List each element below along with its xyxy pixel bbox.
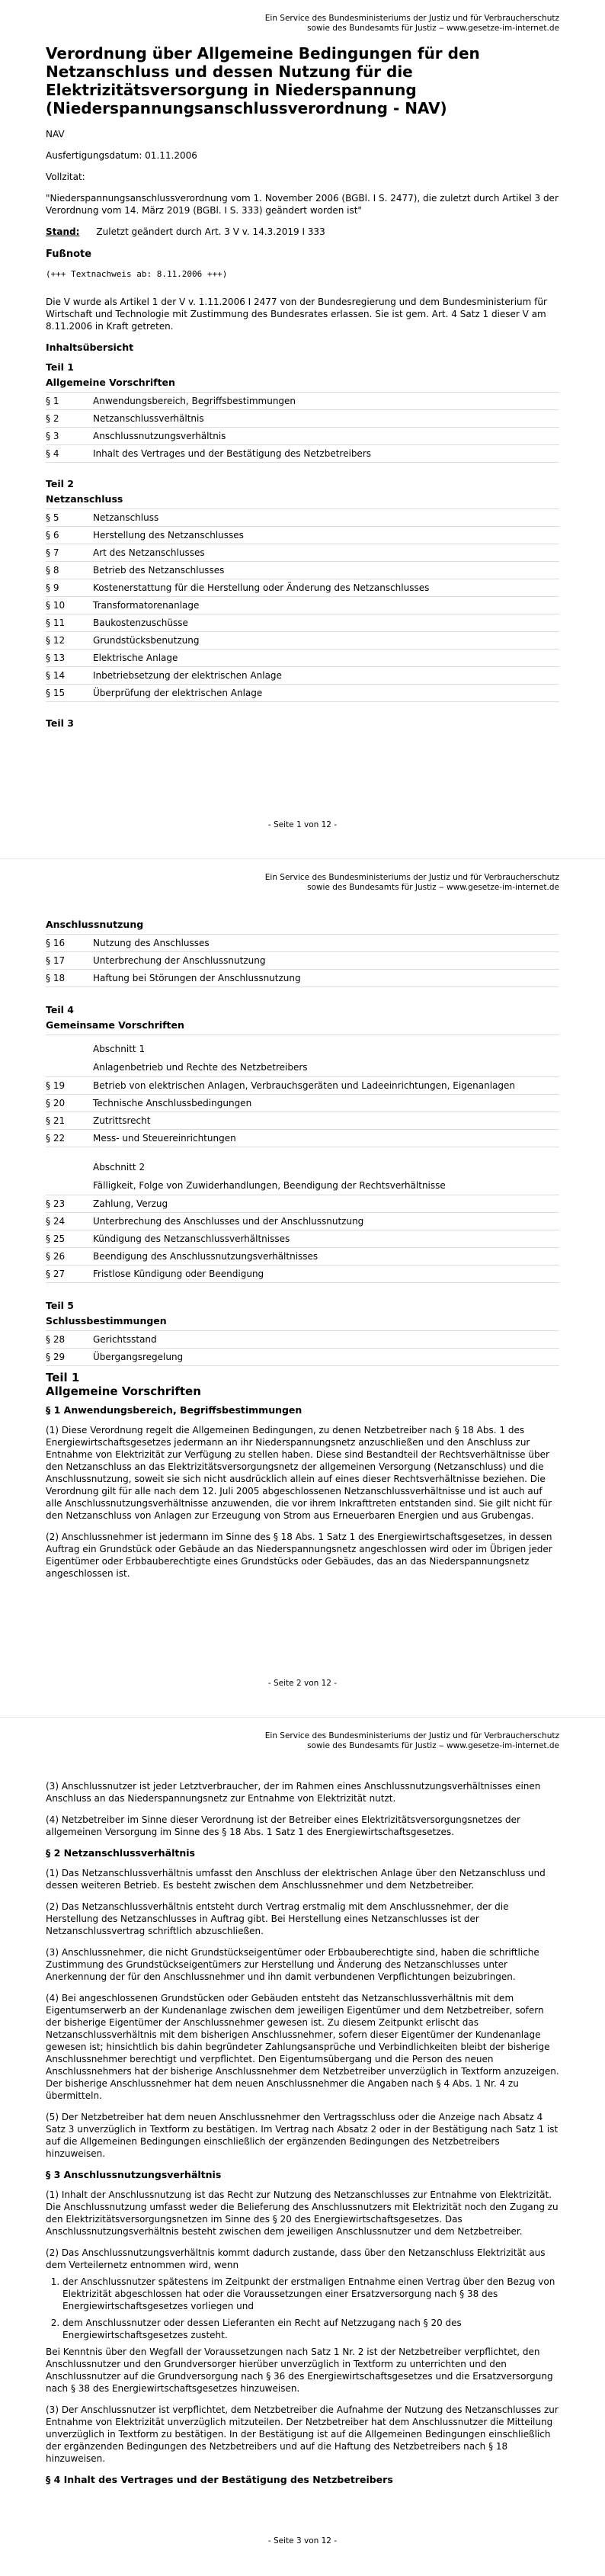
stand-row bbox=[46, 226, 559, 238]
toc-teil-2-title: Netzanschluss bbox=[46, 493, 123, 505]
section-2-heading: § 2 Netzanschlussverhältnis bbox=[46, 1847, 195, 1859]
toc-item-text: Kündigung des Netzanschlussverhältnisses bbox=[93, 1233, 290, 1244]
toc-item-number: § 26 bbox=[46, 1251, 66, 1262]
section-1-paragraph-2: (2) Anschlussnehmer ist jedermann im Sinne des § 18 Abs. 1 Satz 1 des Energiewirtschaftsgesetzes, in dessen Auftrag ein Grundstück oder Gebäude an das Niederspannungsnetz angeschlossen wird oder im Übrigen jeder Eigentümer oder Erbbauberechtigte eines Grundstücks oder Gebäudes, das an das Niederspannungsnetz angeschlossen ist. bbox=[46, 1532, 552, 1579]
toc-item[interactable] bbox=[46, 1129, 559, 1147]
toc-item-number: § 6 bbox=[46, 530, 59, 541]
toc-item-number: § 23 bbox=[46, 1198, 66, 1209]
header-line-1: Ein Service des Bundesministeriums der Justiz und für Verbraucherschutz bbox=[264, 873, 559, 882]
toc-item-text: Zahlung, Verzug bbox=[93, 1198, 168, 1209]
toc-item-number: § 14 bbox=[46, 670, 66, 681]
toc-abschnitt-2 bbox=[46, 1147, 559, 1195]
toc-item-text: Elektrische Anlage bbox=[93, 653, 178, 663]
toc-teil-5-list bbox=[46, 1330, 559, 1366]
toc-item-text: Betrieb des Netzanschlusses bbox=[93, 565, 225, 576]
toc-item[interactable] bbox=[46, 649, 559, 666]
toc-item[interactable] bbox=[46, 508, 559, 526]
page-header bbox=[265, 1731, 559, 1751]
header-line-1: Ein Service des Bundesministeriums der Justiz und für Verbraucherschutz bbox=[264, 1731, 559, 1740]
toc-teil-1-title: Allgemeine Vorschriften bbox=[46, 377, 175, 388]
section-1-paragraph-4: (4) Netzbetreiber im Sinne dieser Verordnung ist der Betreiber eines Elektrizitätsversorgungsnetzes der allgemeinen Versorgung im Sinne des § 18 Abs. 1 Satz 1 des Energiewirtschaftsgesetzes. bbox=[46, 1814, 520, 1837]
toc-teil-1-list bbox=[46, 392, 559, 463]
toc-item[interactable] bbox=[46, 1230, 559, 1247]
stand-text: Zuletzt geändert durch Art. 3 V v. 14.3.2019 I 333 bbox=[96, 226, 325, 237]
toc-item[interactable] bbox=[46, 427, 559, 444]
toc-teil-1-label: Teil 1 bbox=[46, 361, 74, 373]
toc-item[interactable] bbox=[46, 969, 559, 987]
toc-item-number: § 29 bbox=[46, 1352, 66, 1362]
toc-item-number: § 10 bbox=[46, 600, 66, 611]
toc-teil-4-label: Teil 4 bbox=[46, 1004, 74, 1015]
toc-item-text: Mess- und Steuereinrichtungen bbox=[93, 1133, 236, 1144]
toc-item[interactable] bbox=[46, 951, 559, 969]
toc-item-text: Unterbrechung der Anschlussnutzung bbox=[93, 955, 266, 966]
toc-teil-5-title: Schlussbestimmungen bbox=[46, 1315, 167, 1326]
page-header bbox=[265, 14, 559, 34]
toc-item-text: Gerichtsstand bbox=[93, 1334, 157, 1345]
toc-title: Inhaltsübersicht bbox=[46, 342, 134, 353]
toc-teil-4-list bbox=[46, 1035, 559, 1283]
toc-item-number: § 12 bbox=[46, 635, 66, 646]
page-footer: - Seite 3 von 12 - bbox=[267, 2536, 338, 2546]
toc-item-number: § 17 bbox=[46, 955, 66, 966]
toc-item-number: § 20 bbox=[46, 1098, 66, 1108]
header-line-2: sowie des Bundesamts für Justiz ‒ www.gesetze-im-internet.de bbox=[307, 24, 559, 33]
toc-teil-2-list bbox=[46, 508, 559, 702]
toc-item[interactable] bbox=[46, 444, 559, 463]
page-2 bbox=[0, 858, 605, 1717]
toc-item-text: Grundstücksbenutzung bbox=[93, 635, 200, 646]
section-3-paragraph-2: (2) Das Anschlussnutzungsverhältnis kommt dadurch zustande, dass über den Netzanschluss Elektrizität aus dem Verteilernetz entnommen wird, wenn bbox=[46, 2247, 546, 2270]
toc-item[interactable] bbox=[46, 579, 559, 596]
toc-item-text: Inhalt des Vertrages und der Bestätigung des Netzbetreibers bbox=[93, 448, 371, 459]
toc-item-number: § 27 bbox=[46, 1269, 66, 1279]
toc-item[interactable] bbox=[46, 614, 559, 631]
toc-item-number: § 11 bbox=[46, 618, 66, 628]
toc-item-text: Art des Netzanschlusses bbox=[93, 547, 205, 558]
toc-item-text: Inbetriebsetzung der elektrischen Anlage bbox=[93, 670, 282, 681]
section-3-paragraph-1: (1) Inhalt der Anschlussnutzung ist das Recht zur Nutzung des Netzanschlusses zur Entnahme von Elektrizität. Die Anschlussnutzung umfasst weder die Belieferung des Anschlussnutzers mit Elektrizität noch den Zugang zu den Elektrizitätsversorgungsnetzen im Sinne des § 20 des Energiewirtschaftsgesetzes. Das Anschlussnutzungsverhältnis besteht zwischen dem jeweiligen Anschlussnutzer und dem Netzbetreiber. bbox=[46, 2189, 559, 2237]
toc-item-text: Unterbrechung des Anschlusses und der Anschlussnutzung bbox=[93, 1216, 364, 1227]
toc-teil-3-label: Teil 3 bbox=[46, 717, 74, 729]
toc-item-text: Zutrittsrecht bbox=[93, 1115, 151, 1126]
toc-item-number: § 19 bbox=[46, 1080, 66, 1091]
toc-item[interactable] bbox=[46, 631, 559, 649]
toc-teil-3-title: Anschlussnutzung bbox=[46, 919, 144, 930]
header-line-2: sowie des Bundesamts für Justiz ‒ www.gesetze-im-internet.de bbox=[307, 1741, 559, 1750]
toc-item-text: Netzanschluss bbox=[93, 512, 159, 523]
toc-item-text: Betrieb von elektrischen Anlagen, Verbrauchsgeräten und Ladeeinrichtungen, Eigenanlagen bbox=[93, 1080, 516, 1091]
page-2-content bbox=[46, 919, 559, 1589]
toc-item-text: Kostenerstattung für die Herstellung oder Änderung des Netzanschlusses bbox=[93, 582, 430, 593]
toc-item-number: § 22 bbox=[46, 1133, 66, 1144]
toc-item[interactable] bbox=[46, 1076, 559, 1094]
toc-item-text: Haftung bei Störungen der Anschlussnutzung bbox=[93, 973, 301, 983]
toc-item[interactable] bbox=[46, 1212, 559, 1230]
toc-item-number: § 1 bbox=[46, 396, 59, 406]
toc-item[interactable] bbox=[46, 544, 559, 561]
toc-item-number: § 9 bbox=[46, 582, 59, 593]
toc-item[interactable] bbox=[46, 1265, 559, 1283]
toc-item[interactable] bbox=[46, 684, 559, 702]
page-footer: - Seite 2 von 12 - bbox=[267, 1679, 338, 1688]
section-3-paragraph-3: (3) Der Anschlussnutzer ist verpflichtet, dem Netzbetreiber die Aufnahme der Nutzung des Netzanschlusses zur Entnahme von Elektrizität unverzüglich mitzuteilen. Der Netzbetreiber hat dem Anschlussnutzer die Mitteilung unverzüglich in Textform zu bestätigen. In der Bestätigung ist auf die Allgemeinen Bedingungen einschließlich der ergänzenden Bedingungen des Netzbetreibers und auf die Haftung des Netzbetreibers nach § 18 hinzuweisen. bbox=[46, 2404, 559, 2464]
toc-item[interactable] bbox=[46, 1195, 559, 1212]
toc-item-number: § 25 bbox=[46, 1233, 66, 1244]
fussnote-heading: Fußnote bbox=[46, 249, 92, 260]
toc-item-text: Nutzung des Anschlusses bbox=[93, 938, 210, 948]
vollzitat-label: Vollzitat: bbox=[46, 172, 85, 182]
toc-item-number: § 16 bbox=[46, 938, 66, 948]
toc-item-text: Übergangsregelung bbox=[93, 1352, 184, 1362]
toc-item[interactable] bbox=[46, 392, 559, 409]
toc-item[interactable] bbox=[46, 1094, 559, 1112]
toc-item[interactable] bbox=[46, 1348, 559, 1366]
toc-item-number: § 7 bbox=[46, 547, 59, 558]
toc-item-text: Herstellung des Netzanschlusses bbox=[93, 530, 244, 541]
intro-paragraph: Die V wurde als Artikel 1 der V v. 1.11.2006 I 2477 von der Bundesregierung und dem Bundesministerium für Wirtschaft und Technologie mit Zustimmung des Bundesrates erlassen. Sie ist gem. Art. 4 Satz 1 dieser V am 8.11.2006 in Kraft getreten. bbox=[46, 297, 547, 332]
toc-item-number: § 8 bbox=[46, 565, 59, 576]
stand-label: Stand: bbox=[46, 226, 80, 237]
toc-item-text: Transformatorenanlage bbox=[93, 600, 200, 611]
toc-item-text: Netzanschlussverhältnis bbox=[93, 413, 204, 424]
section-2-paragraph-2: (2) Das Netzanschlussverhältnis entsteht durch Vertrag erstmalig mit dem Anschlussnehmer, der die Herstellung des Netzanschlusses in Auftrag gibt. Bei Herstellung eines Netzanschlusses ist der Netzanschlussvertrag schriftlich abzuschließen. bbox=[46, 1901, 509, 1936]
toc-item[interactable] bbox=[46, 1112, 559, 1129]
toc-item-text: Baukostenzuschüsse bbox=[93, 618, 188, 628]
toc-item[interactable] bbox=[46, 526, 559, 544]
abschnitt-title: Anlagenbetrieb und Rechte des Netzbetreibers bbox=[93, 1062, 308, 1073]
header-line-1: Ein Service des Bundesministeriums der Justiz und für Verbraucherschutz bbox=[264, 14, 559, 23]
toc-item-number: § 2 bbox=[46, 413, 59, 424]
section-2-paragraph-4: (4) Bei angeschlossenen Grundstücken oder Gebäuden entsteht das Netzanschlussverhältnis mit dem Eigentumserwerb an der Kundenanlage zwischen dem jeweiligen Eigentümer und dem Netzbetreiber, sofern der bisherige Eigentümer der Anschlussnehmer gewesen ist. Zu diesem Zeitpunkt erlischt das Netzanschlussverhältnis mit dem bisherigen Anschlussnehmer, sofern dieser Eigentümer der Kundenanlage gewesen ist; hinsichtlich bis dahin begründeter Zahlungsansprüche und Verbindlichkeiten bleibt der bisherige Anschlussnehmer berechtigt und verpflichtet. Den Eigentumsübergang und die Person des neuen Anschlussnehmers hat der bisherige Anschlussnehmer dem Netzbetreiber unverzüglich in Textform anzuzeigen. Der bisherige Anschlussnehmer hat dem neuen Anschlussnehmer die Angaben nach § 4 Abs. 1 Nr. 4 zu übermitteln. bbox=[46, 1993, 559, 2101]
toc-item[interactable] bbox=[46, 1247, 559, 1265]
page-3-content bbox=[46, 1780, 559, 2494]
abschnitt-title: Fälligkeit, Folge von Zuwiderhandlungen, Beendigung der Rechtsverhältnisse bbox=[93, 1180, 446, 1191]
toc-item-text: Anwendungsbereich, Begriffsbestimmungen bbox=[93, 396, 296, 406]
section-2-paragraph-3: (3) Anschlussnehmer, die nicht Grundstückseigentümer oder Erbbauberechtigte sind, haben die schriftliche Zustimmung des Grundstückseigentümers zur Herstellung und Änderung des Netzanschlusses unter Anerkennung der für den Anschlussnehmer und ihn damit verbundenen Verpflichtungen beizubringen. bbox=[46, 1947, 539, 1982]
toc-item[interactable] bbox=[46, 561, 559, 579]
toc-item-text: Überprüfung der elektrischen Anlage bbox=[93, 688, 263, 698]
toc-item-number: § 15 bbox=[46, 688, 66, 698]
toc-teil-5-label: Teil 5 bbox=[46, 1300, 74, 1311]
toc-teil-2-label: Teil 2 bbox=[46, 478, 74, 489]
section-1-paragraph-3: (3) Anschlussnutzer ist jeder Letztverbraucher, der im Rahmen eines Anschlussnutzungsverhältnisses einen Anschluss an das Niederspannungsnetz zur Entnahme von Elektrizität nutzt. bbox=[46, 1781, 541, 1804]
toc-abschnitt-1 bbox=[46, 1035, 559, 1076]
toc-item-number: § 18 bbox=[46, 973, 66, 983]
toc-teil-4-title: Gemeinsame Vorschriften bbox=[46, 1019, 184, 1031]
toc-item-text: Fristlose Kündigung oder Beendigung bbox=[93, 1269, 264, 1279]
ausfertigungsdatum: Ausfertigungsdatum: 01.11.2006 bbox=[46, 150, 197, 161]
toc-item-number: § 24 bbox=[46, 1216, 66, 1227]
toc-item-number: § 28 bbox=[46, 1334, 66, 1345]
toc-item-number: § 5 bbox=[46, 512, 59, 523]
abbreviation: NAV bbox=[46, 129, 65, 140]
section-1-heading: § 1 Anwendungsbereich, Begriffsbestimmungen bbox=[46, 1404, 302, 1416]
toc-item[interactable] bbox=[46, 666, 559, 684]
section-1-paragraph-1: (1) Diese Verordnung regelt die Allgemeinen Bedingungen, zu denen Netzbetreiber nach § 18 Abs. 1 des Energiewirtschaftsgesetzes jedermann an ihr Niederspannungsnetz anzuschließen und den Anschluss zur Entnahme von Elektrizität zur Verfügung zu stellen haben. Diese sind Bestandteil der Rechtsverhältnisse über den Netzanschluss an das Elektrizitätsversorgungsnetz der allgemeinen Versorgung (Netzanschluss) und die Anschlussnutzung, soweit sie sich nicht ausdrücklich allein auf eines dieser Rechtsverhältnisse beziehen. Die Verordnung gilt für alle nach dem 12. Juli 2005 abgeschlossenen Netzanschlussverhältnisse und ist auch auf alle Anschlussnutzungsverhältnisse anzuwenden, die vor ihrem Inkrafttreten entstanden sind. Sie gilt nicht für den Netzanschluss von Anlagen zur Erzeugung von Strom aus Erneuerbaren Energien und aus Grubengas. bbox=[46, 1425, 552, 1521]
page-footer: - Seite 1 von 12 - bbox=[267, 820, 338, 829]
section-2-paragraph-5: (5) Der Netzbetreiber hat dem neuen Anschlussnehmer den Vertragsschluss oder die Anzeige nach Absatz 4 Satz 3 unverzüglich in Textform zu bestätigen. Im Vertrag nach Absatz 2 oder in der Bestätigung nach Satz 1 ist auf die Allgemeinen Bedingungen einschließlich der ergänzenden Bedingungen des Netzbetreibers hinzuweisen. bbox=[46, 2112, 559, 2159]
toc-item-number: § 21 bbox=[46, 1115, 66, 1126]
header-line-2: sowie des Bundesamts für Justiz ‒ www.gesetze-im-internet.de bbox=[307, 883, 559, 892]
section-3-list bbox=[46, 2276, 559, 2341]
page-1-content bbox=[46, 44, 559, 733]
vollzitat: "Niederspannungsanschlussverordnung vom 1. November 2006 (BGBl. I S. 2477), die zuletzt durch Artikel 3 der Verordnung vom 14. März 2019 (BGBl. I S. 333) geändert worden ist" bbox=[46, 193, 559, 216]
page-header bbox=[265, 873, 559, 893]
toc-item-number: § 13 bbox=[46, 653, 66, 663]
toc-item[interactable] bbox=[46, 1330, 559, 1348]
body-teil-1-title: Allgemeine Vorschriften bbox=[46, 1384, 201, 1398]
toc-item[interactable] bbox=[46, 596, 559, 614]
abschnitt-label: Abschnitt 1 bbox=[93, 1044, 146, 1054]
toc-item-text: Technische Anschlussbedingungen bbox=[93, 1098, 252, 1108]
fussnote-text: (+++ Textnachweis ab: 8.11.2006 +++) bbox=[46, 269, 228, 279]
toc-item-number: § 4 bbox=[46, 448, 59, 459]
section-3-paragraph-2b: Bei Kenntnis über den Wegfall der Voraussetzungen nach Satz 1 Nr. 2 ist der Netzbetreiber verpflichtet, den Anschlussnutzer und den Grundversorger hierüber unverzüglich in Textform zu unterrichten und den Anschlussnutzer auf die Grundversorgung nach § 36 des Energiewirtschaftsgesetzes und die Ersatzversorgung nach § 38 des Energiewirtschaftsgesetzes hinzuweisen. bbox=[46, 2347, 553, 2394]
toc-item-text: Anschlussnutzungsverhältnis bbox=[93, 431, 226, 441]
toc-item[interactable] bbox=[46, 409, 559, 427]
document-title: Verordnung über Allgemeine Bedingungen für den Netzanschluss und dessen Nutzung für die Elektrizitätsversorgung in Niederspannung (Niederspannungsanschlussverordnung - NAV) bbox=[46, 44, 480, 117]
abschnitt-label: Abschnitt 2 bbox=[93, 1162, 146, 1173]
section-2-paragraph-1: (1) Das Netzanschlussverhältnis umfasst den Anschluss der elektrischen Anlage über den Netzanschluss und dessen weiteren Betrieb. Es besteht zwischen dem Anschlussnehmer und dem Netzbetreiber. bbox=[46, 1868, 546, 1891]
list-item: 1. der Anschlussnutzer spätestens im Zeitpunkt der erstmaligen Entnahme einen Vertrag über den Bezug von Elektrizität abgeschlossen hat oder die Voraussetzungen einer Ersatzversorgung nach § 38 des Energiewirtschaftsgesetzes vorliegen und bbox=[62, 2276, 559, 2312]
section-4-heading: § 4 Inhalt des Vertrages und der Bestätigung des Netzbetreibers bbox=[46, 2474, 393, 2485]
section-3-heading: § 3 Anschlussnutzungsverhältnis bbox=[46, 2169, 222, 2180]
toc-item[interactable] bbox=[46, 934, 559, 951]
body-teil-1-label: Teil 1 bbox=[46, 1371, 80, 1384]
list-item: 2. dem Anschlussnutzer oder dessen Lieferanten ein Recht auf Netzzugang nach § 20 des Energiewirtschaftsgesetzes zusteht. bbox=[62, 2317, 559, 2341]
page-3 bbox=[0, 1717, 605, 2574]
toc-item-text: Beendigung des Anschlussnutzungsverhältnisses bbox=[93, 1251, 319, 1262]
toc-teil-3-list bbox=[46, 934, 559, 987]
page-1 bbox=[0, 0, 605, 858]
toc-item-number: § 3 bbox=[46, 431, 59, 441]
